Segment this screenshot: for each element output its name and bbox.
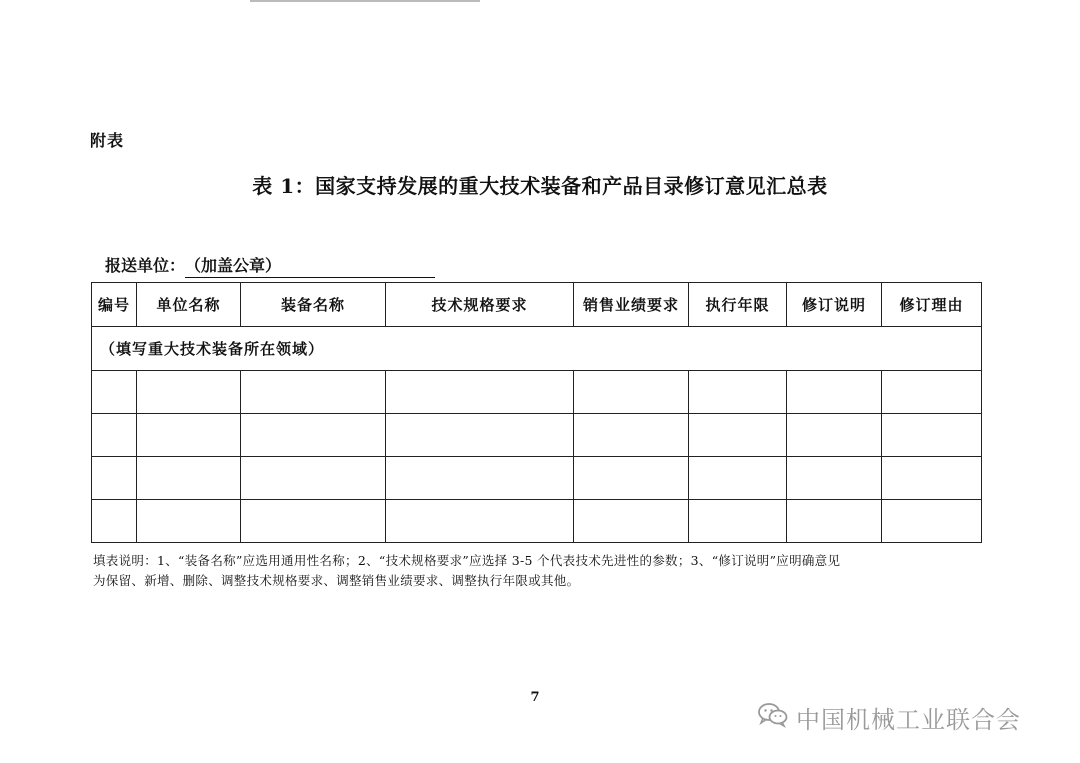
table-cell[interactable] [137,500,241,543]
fill-instructions-line-2: 为保留、新增、删除、调整技术规格要求、调整销售业绩要求、调整执行年限或其他。 [93,573,580,588]
table-cell[interactable] [386,371,574,414]
table-cell[interactable] [241,371,386,414]
table-row [92,457,982,500]
table-cell[interactable] [787,414,882,457]
table-cell[interactable] [882,371,982,414]
table-cell[interactable] [92,371,137,414]
fill-instructions [93,551,983,591]
summary-table [91,282,982,543]
appendix-label: 附表 [90,131,125,150]
table-cell[interactable] [386,414,574,457]
page-number: 7 [530,690,540,705]
watermark [758,700,1021,734]
fill-instructions-line-1: 填表说明：1、“装备名称”应选用通用性名称；2、“技术规格要求”应选择 3-5 个代表技术先进性的参数；3、“修订说明”应明确意见 [93,553,841,568]
table-cell[interactable] [787,371,882,414]
top-rule [250,0,480,2]
domain-row [92,327,982,371]
header-cell-equipment-name: 装备名称 [241,283,386,327]
table-row [92,500,982,543]
table-cell[interactable] [241,457,386,500]
submitter-label: 报送单位： [105,256,186,275]
header-cell-number: 编号 [92,283,137,327]
header-cell-unit-name: 单位名称 [137,283,241,327]
header-cell-revision-reason: 修订理由 [882,283,982,327]
table-cell[interactable] [241,500,386,543]
header-cell-execution-period: 执行年限 [689,283,787,327]
header-cell-tech-spec: 技术规格要求 [386,283,574,327]
table-cell[interactable] [689,414,787,457]
table-cell[interactable] [787,500,882,543]
wechat-icon [758,702,788,732]
header-cell-revision-note: 修订说明 [787,283,882,327]
domain-cell: （填写重大技术装备所在领域） [92,327,982,371]
table-cell[interactable] [92,500,137,543]
table-cell[interactable] [137,457,241,500]
table-cell[interactable] [574,457,689,500]
table-cell[interactable] [574,371,689,414]
table-cell[interactable] [574,414,689,457]
submitter-value: （加盖公章） [185,253,435,278]
watermark-text: 中国机械工业联合会 [796,705,1021,734]
table-cell[interactable] [386,500,574,543]
table-cell[interactable] [386,457,574,500]
header-cell-sales-requirement: 销售业绩要求 [574,283,689,327]
table-cell[interactable] [882,500,982,543]
table-cell[interactable] [574,500,689,543]
table-cell[interactable] [689,457,787,500]
table-cell[interactable] [689,371,787,414]
table-row [92,414,982,457]
document-title: 表 1：国家支持发展的重大技术装备和产品目录修订意见汇总表 [252,174,828,198]
table-cell[interactable] [92,457,137,500]
table-cell[interactable] [882,457,982,500]
table-cell[interactable] [137,371,241,414]
table-cell[interactable] [882,414,982,457]
table-cell[interactable] [137,414,241,457]
submitter-line [105,253,435,278]
header-row [92,283,982,327]
table-cell[interactable] [787,457,882,500]
table-cell[interactable] [241,414,386,457]
table-cell[interactable] [689,500,787,543]
table-row [92,371,982,414]
table-cell[interactable] [92,414,137,457]
